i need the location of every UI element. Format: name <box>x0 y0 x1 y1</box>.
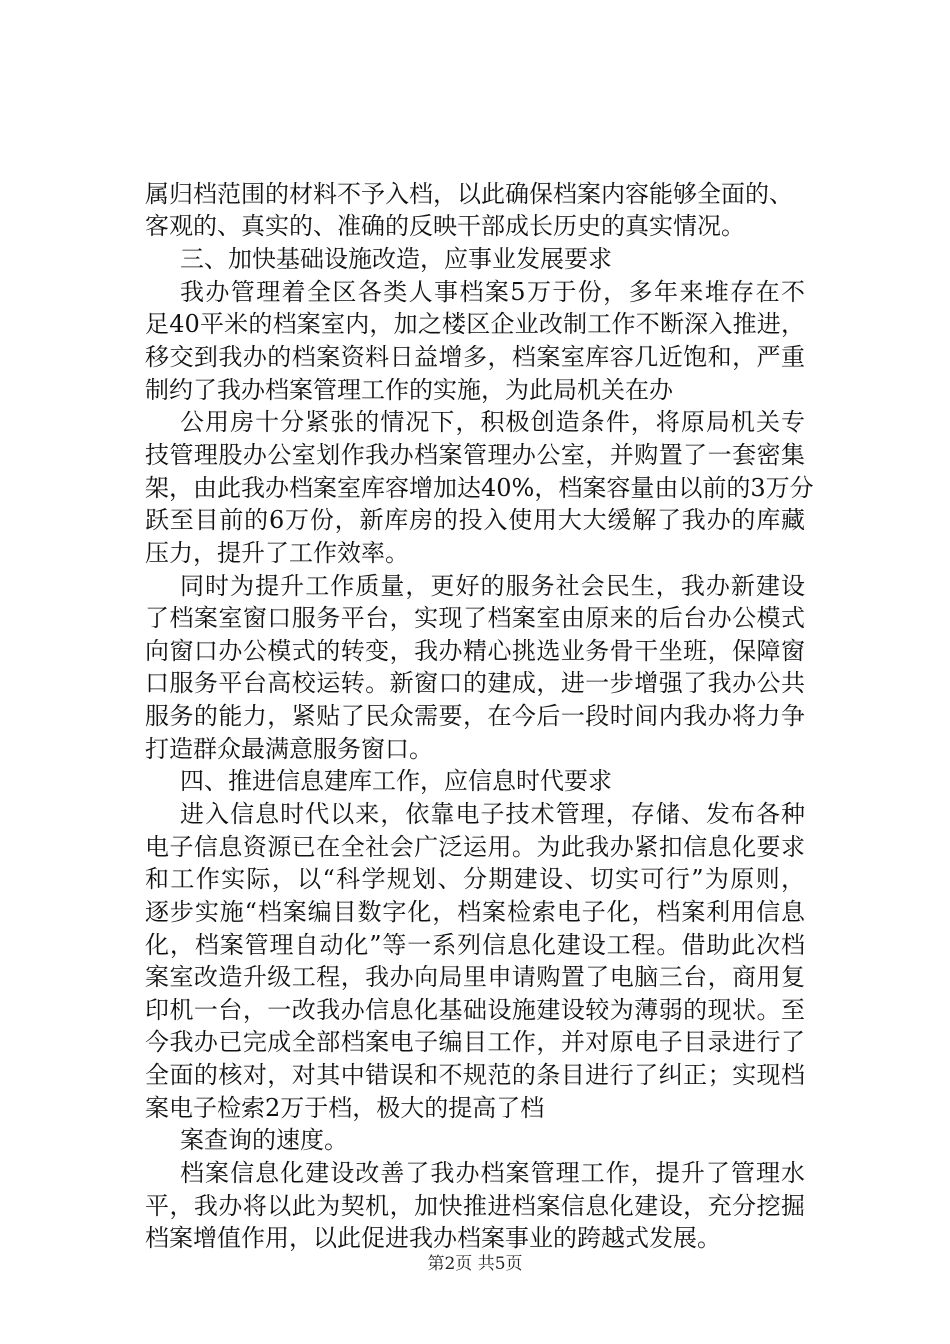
text-line: 足40平米的档案室内，加之楼区企业改制工作不断深入推进， <box>145 310 805 338</box>
text-line: 今我办已完成全部档案电子编目工作，并对原电子目录进行了 <box>145 1028 805 1056</box>
text-line: 逐步实施“档案编目数字化，档案检索电子化，档案利用信息 <box>145 898 805 926</box>
text-line: 化，档案管理自动化”等一系列信息化建设工程。借助此次档 <box>145 931 805 959</box>
text-line: 压力，提升了工作效率。 <box>145 539 409 567</box>
text-line: 案室改造升级工程，我办向局里申请购置了电脑三台，商用复 <box>145 963 805 991</box>
section-heading: 三、加快基础设施改造，应事业发展要求 <box>180 245 612 273</box>
text-line: 档案信息化建设改善了我办档案管理工作，提升了管理水 <box>180 1159 805 1187</box>
text-line: 打造群众最满意服务窗口。 <box>145 735 433 763</box>
text-line: 客观的、真实的、准确的反映干部成长历史的真实情况。 <box>145 212 745 240</box>
text-line: 进入信息时代以来，依靠电子技术管理，存储、发布各种 <box>180 800 805 828</box>
text-line: 架，由此我办档案室库容增加达40%，档案容量由以前的3万分 <box>145 474 814 502</box>
text-line: 案电子检索2万于档，极大的提高了档 <box>145 1094 545 1122</box>
text-line: 案查询的速度。 <box>180 1126 348 1154</box>
text-line: 电子信息资源已在全社会广泛运用。为此我办紧扣信息化要求 <box>145 833 805 861</box>
text-line: 向窗口办公模式的转变，我办精心挑选业务骨干坐班，保障窗 <box>145 637 805 665</box>
text-line: 全面的核对，对其中错误和不规范的条目进行了纠正；实现档 <box>145 1061 805 1089</box>
text-line: 制约了我办档案管理工作的实施，为此局机关在办 <box>145 376 673 404</box>
text-line: 跃至目前的6万份，新库房的投入使用大大缓解了我办的库藏 <box>145 506 805 534</box>
text-line: 移交到我办的档案资料日益增多，档案室库容几近饱和，严重 <box>145 343 805 371</box>
text-line: 同时为提升工作质量，更好的服务社会民生，我办新建设 <box>180 572 805 600</box>
text-line: 口服务平台高校运转。新窗口的建成，进一步增强了我办公共 <box>145 669 805 697</box>
text-line: 平，我办将以此为契机，加快推进档案信息化建设，充分挖掘 <box>145 1192 805 1220</box>
section-heading: 四、推进信息建库工作，应信息时代要求 <box>180 767 612 795</box>
page-number-footer: 第2页 共5页 <box>427 1254 523 1274</box>
text-line: 属归档范围的材料不予入档，以此确保档案内容能够全面的、 <box>145 180 793 208</box>
text-line: 了档案室窗口服务平台，实现了档案室由原来的后台办公模式 <box>145 604 805 632</box>
text-line: 档案增值作用，以此促进我办档案事业的跨越式发展。 <box>145 1224 721 1252</box>
text-line: 印机一台，一改我办信息化基础设施建设较为薄弱的现状。至 <box>145 996 805 1024</box>
text-line: 公用房十分紧张的情况下，积极创造条件，将原局机关专 <box>180 408 805 436</box>
text-line: 服务的能力，紧贴了民众需要，在今后一段时间内我办将力争 <box>145 702 805 730</box>
text-line: 技管理股办公室划作我办档案管理办公室，并购置了一套密集 <box>145 441 805 469</box>
text-line: 和工作实际，以“科学规划、分期建设、切实可行”为原则， <box>145 865 805 893</box>
text-line: 我办管理着全区各类人事档案5万于份，多年来堆存在不 <box>180 278 805 306</box>
